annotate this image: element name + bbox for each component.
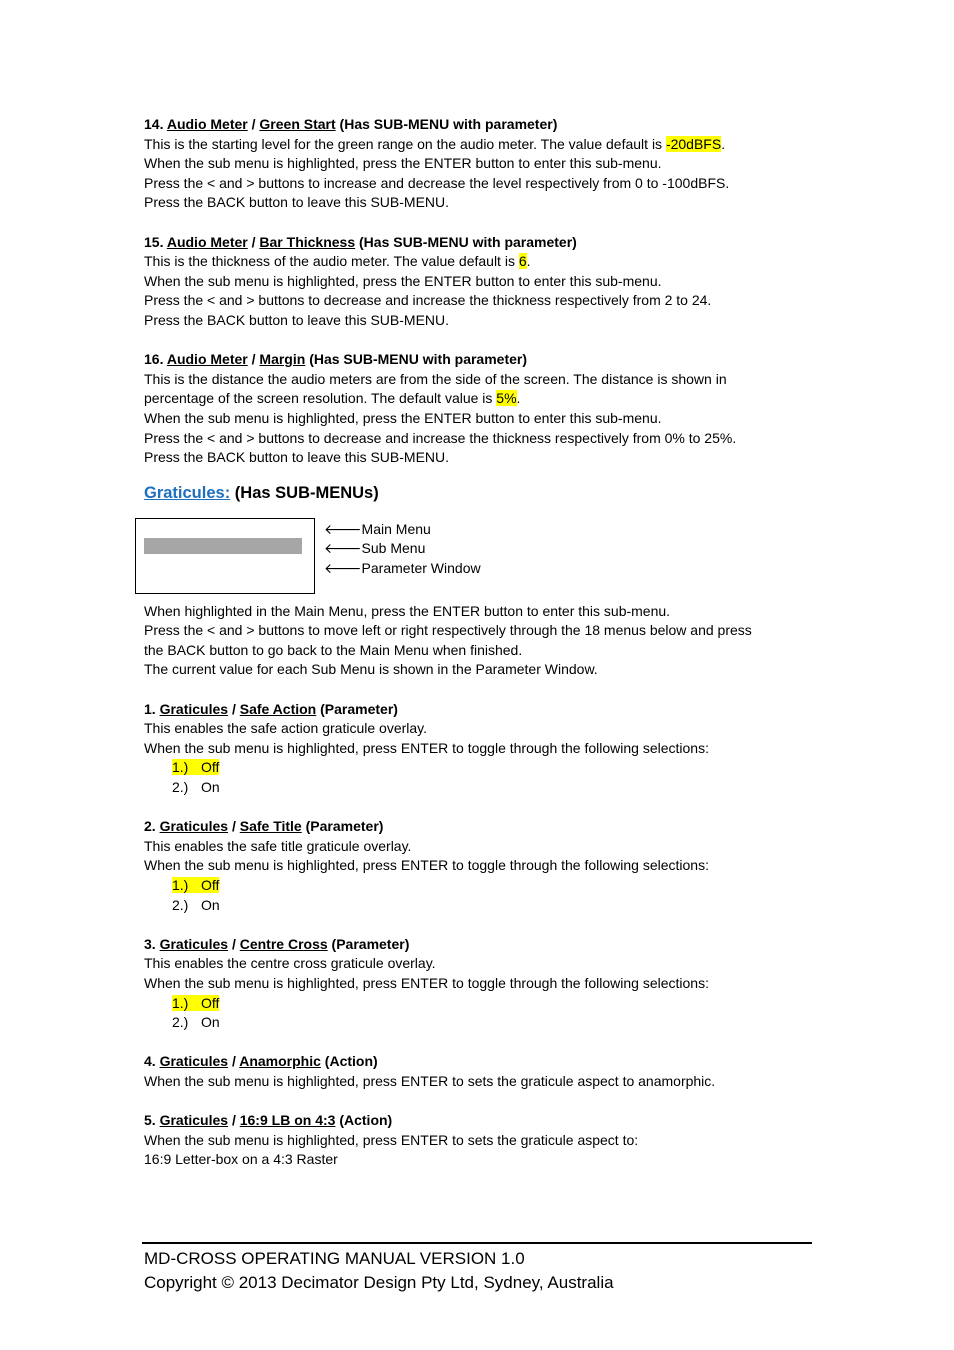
options-list [144,994,804,1033]
main-menu-label: 🡐Main Menu [324,520,431,537]
heading-tag: (Action) [339,1112,393,1129]
body-line: Press the < and > buttons to decrease and increase the thickness respectively from 2 to 24. [144,292,712,309]
heading-separator: / [231,935,236,952]
body-text: . [526,253,531,270]
option-number: 1.) [172,759,189,776]
heading-submenu: Anamorphic [239,1053,321,1070]
heading-separator: / [231,700,236,717]
page-footer [142,1242,812,1295]
heading-tag: (Has SUB-MENU with parameter) [359,233,577,250]
graticules-link[interactable]: Graticules: [144,483,231,502]
submenu-highlight-bar [144,538,302,554]
default-value-highlight: -20dBFS [665,135,722,152]
section-g1-safe-action [144,700,804,798]
list-item [172,896,804,916]
heading-tag: (Parameter) [305,818,384,835]
options-list [144,876,804,915]
body-text: This is the starting level for the green range on the audio meter. The value default is [144,135,666,152]
graticules-heading [144,482,804,504]
list-item [172,758,804,778]
menu-diagram [144,518,804,594]
body-line: When the sub menu is highlighted, press ENTER to toggle through the following selections: [144,857,709,874]
heading-separator: / [231,1053,236,1070]
body-text: This is the thickness of the audio meter. The value default is [144,253,519,270]
heading-menu: Graticules [159,935,229,952]
section-g3-centre-cross [144,935,804,1033]
body-line [144,252,804,272]
heading-tag: (Parameter) [331,935,410,952]
heading-separator: / [231,818,236,835]
heading-separator: / [251,116,256,132]
heading-submenu: Safe Title [239,818,302,835]
heading-submenu: Bar Thickness [259,233,356,250]
heading-submenu: Centre Cross [239,935,328,952]
manual-page [144,115,804,1190]
body-line: the BACK button to go back to the Main Menu when finished. [144,641,523,658]
list-item [172,994,804,1014]
body-line: When the sub menu is highlighted, press the ENTER button to enter this sub-menu. [144,272,662,289]
section-heading [144,935,804,955]
section-15-bar-thickness [144,233,804,331]
body-line: When the sub menu is highlighted, press ENTER to toggle through the following selections: [144,974,709,991]
body-line: When highlighted in the Main Menu, press the ENTER button to enter this sub-menu. [144,602,671,619]
heading-tag: (Has SUB-MENU with parameter) [339,116,558,132]
options-list [144,758,804,797]
heading-submenu: 16:9 LB on 4:3 [239,1112,336,1129]
body-line: The current value for each Sub Menu is shown in the Parameter Window. [144,661,598,678]
option-number: 1.) [172,994,189,1011]
heading-number: 16. [144,351,164,368]
list-item [172,876,804,896]
section-heading [144,700,804,720]
heading-number: 4. [144,1053,156,1070]
heading-tag: (Parameter) [320,700,398,717]
default-value-highlight: 6 [518,253,527,270]
body-text: percentage of the screen resolution. The default value is [144,390,497,407]
heading-number: 3. [144,935,156,952]
list-item [172,1013,804,1033]
menu-display-box [135,518,315,594]
list-item [172,778,804,798]
heading-menu: Audio Meter [166,116,248,132]
body-text: . [516,390,521,407]
menu-diagram-labels [324,520,481,579]
footer-manual-version: MD-CROSS OPERATING MANUAL VERSION 1.0 [144,1249,525,1268]
option-number: 2.) [172,1014,189,1031]
heading-submenu: Safe Action [239,700,317,717]
heading-submenu: Margin [259,351,306,368]
body-line: This enables the safe title graticule overlay. [144,837,412,854]
heading-menu: Graticules [159,1053,229,1070]
section-g2-safe-title [144,817,804,915]
heading-menu: Graticules [159,700,229,717]
body-line: Press the < and > buttons to move left or right respectively through the 18 menus below and press [144,622,752,639]
section-g4-anamorphic [144,1052,804,1091]
body-line: When the sub menu is highlighted, press ENTER to sets the graticule aspect to: [144,1131,639,1148]
section-heading [144,1052,804,1072]
body-line: Press the BACK button to leave this SUB-MENU. [144,311,450,328]
body-line: This enables the centre cross graticule overlay. [144,955,436,972]
body-line: This enables the safe action graticule overlay. [144,720,428,737]
graticules-intro [144,602,804,680]
section-heading [144,115,804,135]
option-label: On [201,896,220,913]
section-heading [144,1111,804,1131]
heading-number: 2. [144,818,156,835]
option-label: On [201,1014,220,1031]
option-label: On [201,779,220,796]
body-line: Press the BACK button to leave this SUB-MENU. [144,449,450,466]
section-heading [144,233,804,253]
parameter-window-label: 🡐Parameter Window [324,559,481,576]
option-number: 1.) [172,877,189,893]
body-line: When the sub menu is highlighted, press ENTER to toggle through the following selections: [144,739,709,756]
heading-menu: Audio Meter [166,233,248,250]
body-line: Press the < and > buttons to increase and decrease the level respectively from 0 to -100dBFS. [144,174,730,191]
option-label: Off [201,994,220,1011]
body-line: This is the distance the audio meters are from the side of the screen. The distance is shown in [144,370,727,387]
heading-separator: / [251,351,256,368]
body-line: Press the BACK button to leave this SUB-MENU. [144,194,450,211]
section-heading [144,350,804,370]
heading-tag: (Action) [324,1053,378,1070]
footer-copyright: Copyright © 2013 Decimator Design Pty Ltd, Sydney, Australia [144,1273,614,1292]
body-line: When the sub menu is highlighted, press ENTER to sets the graticule aspect to anamorphic. [144,1072,716,1089]
heading-number: 15. [144,233,164,250]
option-number: 2.) [172,896,189,913]
heading-separator: / [251,233,256,250]
section-heading [144,817,804,837]
body-line [144,135,804,155]
section-16-margin [144,350,804,468]
heading-menu: Graticules [159,1112,229,1129]
heading-separator: / [231,1112,236,1129]
sub-menu-label: 🡐Sub Menu [324,540,426,557]
body-text: . [721,135,726,152]
body-line: When the sub menu is highlighted, press the ENTER button to enter this sub-menu. [144,155,662,172]
heading-number: 5. [144,1112,156,1129]
heading-number: 14. [144,116,164,132]
heading-submenu: Green Start [259,116,336,132]
body-line: 16:9 Letter-box on a 4:3 Raster [144,1151,338,1168]
graticules-tag: (Has SUB-MENUs) [234,483,379,502]
body-line: When the sub menu is highlighted, press the ENTER button to enter this sub-menu. [144,409,662,426]
heading-tag: (Has SUB-MENU with parameter) [309,351,528,368]
heading-number: 1. [144,700,156,717]
option-number: 2.) [172,779,189,796]
body-line [144,389,804,409]
body-line: Press the < and > buttons to decrease and increase the thickness respectively from 0% to 25%. [144,429,737,446]
heading-menu: Audio Meter [166,351,248,368]
default-value-highlight: 5% [496,390,517,407]
section-14-green-start [144,115,804,213]
option-label: Off [201,877,220,893]
heading-menu: Graticules [159,818,229,835]
section-g5-16-9-lb-on-4-3 [144,1111,804,1170]
option-label: Off [201,759,220,776]
